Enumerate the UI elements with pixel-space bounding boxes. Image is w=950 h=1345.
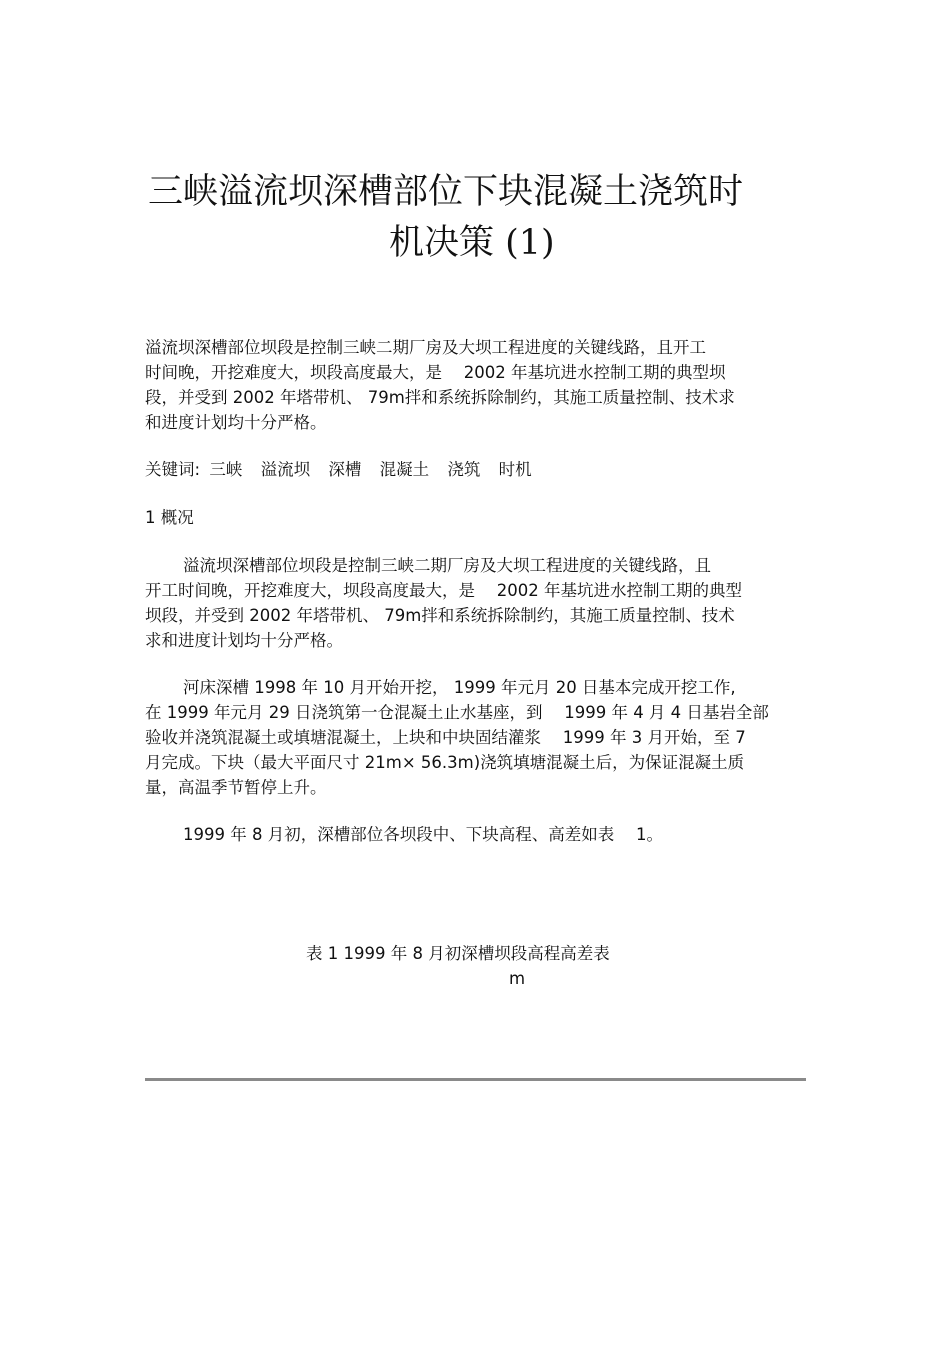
paragraph-line: 验收并浇筑混凝土或填塘混凝土，上块和中块固结灌浆 1999 年 3 月开始，至 7 — [145, 728, 746, 747]
keywords-line — [145, 457, 805, 482]
table-top-rule — [145, 1078, 806, 1081]
keyword: 时机 — [498, 460, 532, 479]
paragraph-line: 量，高温季节暂停上升。 — [145, 778, 327, 797]
body-paragraph-2 — [145, 675, 805, 800]
document-title-line-1: 三峡溢流坝深槽部位下块混凝土浇筑时 — [148, 172, 744, 212]
keyword: 溢流坝 — [260, 460, 311, 479]
body-paragraph-1 — [145, 553, 805, 653]
abstract-line: 时间晚，开挖难度大，坝段高度最大，是 2002 年基坑进水控制工期的典型坝 — [145, 363, 726, 382]
paragraph-line: 坝段，并受到 2002 年塔带机、 79m拌和系统拆除制约，其施工质量控制、技术 — [145, 606, 735, 625]
keyword: 三峡 — [209, 460, 243, 479]
keyword: 混凝土 — [379, 460, 430, 479]
document-title-line-2: 机决策 (1) — [389, 223, 555, 263]
paragraph-line: 月完成。下块（最大平面尺寸 21m× 56.3m)浇筑填塘混凝土后，为保证混凝土质 — [145, 753, 745, 772]
abstract-paragraph — [145, 335, 805, 435]
keywords-label: 关键词: — [145, 460, 201, 479]
keyword: 深槽 — [328, 460, 362, 479]
paragraph-line: 在 1999 年元月 29 日浇筑第一仓混凝土止水基座，到 1999 年 4 月 4 日基岩全部 — [145, 703, 769, 722]
abstract-line: 段，并受到 2002 年塔带机、 79m拌和系统拆除制约，其施工质量控制、技术求 — [145, 388, 735, 407]
paragraph-line: 溢流坝深槽部位坝段是控制三峡二期厂房及大坝工程进度的关键线路，且 — [183, 556, 711, 575]
abstract-line: 溢流坝深槽部位坝段是控制三峡二期厂房及大坝工程进度的关键线路，且开工 — [145, 338, 706, 357]
body-paragraph-3 — [145, 822, 805, 847]
section-heading: 1 概况 — [145, 508, 194, 527]
paragraph-line: 求和进度计划均十分严格。 — [145, 631, 343, 650]
paragraph-line: 河床深槽 1998 年 10 月开始开挖， 1999 年元月 20 日基本完成开挖工作, — [183, 678, 736, 697]
abstract-line: 和进度计划均十分严格。 — [145, 413, 327, 432]
paragraph-line: 开工时间晚，开挖难度大，坝段高度最大，是 2002 年基坑进水控制工期的典型 — [145, 581, 742, 600]
table-unit: m — [509, 969, 526, 988]
paragraph-line: 1999 年 8 月初，深槽部位各坝段中、下块高程、高差如表 1。 — [183, 825, 663, 844]
keyword: 浇筑 — [447, 460, 481, 479]
table-caption: 表 1 1999 年 8 月初深槽坝段高程高差表 — [306, 944, 610, 963]
